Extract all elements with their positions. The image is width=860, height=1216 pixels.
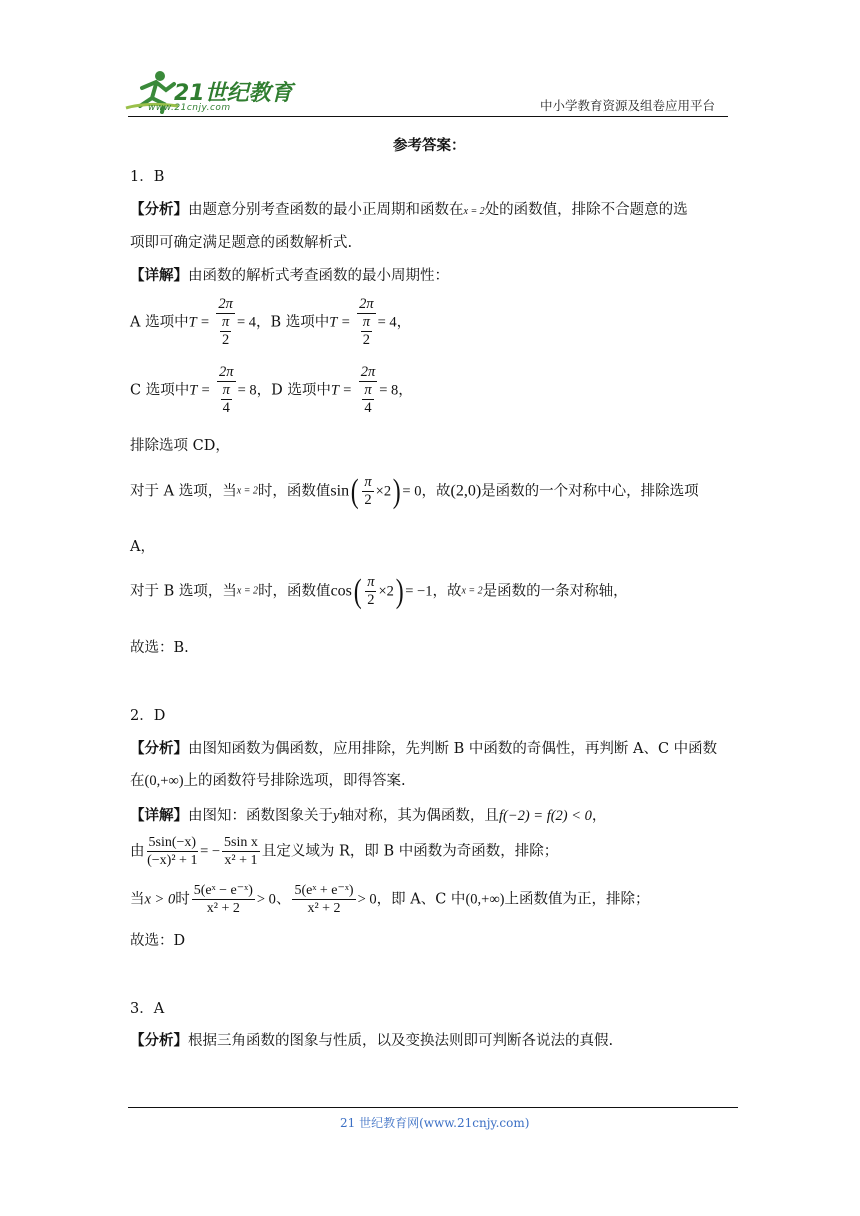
fraction-c: $\frac{2\pi}{\frac{\pi}{4}}$: [219, 364, 234, 416]
q2-detail-line2: 由 $\frac{5\sin(-x)}{\text{(−x)² + 1}}$ = − $\frac{\text{5sin x}}{\text{x² + 1}}$ 且定义域为 R，即 B 中函数为奇函数，排除；: [130, 835, 559, 868]
q1-for-a-cont: A，: [130, 539, 155, 555]
q1-number: 1．B: [130, 169, 165, 185]
q2-analysis-line1: 【分析】由图知函数为偶函数，应用排除，先判断 B 中函数的奇偶性，再判断 A、C 中函数: [130, 740, 718, 757]
q3-number: 3．A: [130, 1001, 165, 1017]
footer-rule: [128, 1107, 738, 1108]
page-title: 参考答案：: [393, 137, 466, 154]
q1-exclude-cd: 排除选项 CD，: [130, 438, 230, 454]
q1-analysis-line1: 【分析】由题意分别考查函数的最小正周期和函数在x = 2处的函数值，排除不合题意的选: [130, 201, 688, 218]
header-platform: 中小学教育资源及组卷应用平台: [540, 98, 716, 113]
q1-detail-line1: 【详解】由函数的解析式考查函数的最小周期性：: [130, 267, 449, 284]
q2-number: 2．D: [130, 708, 166, 724]
q2-detail-line1: 【详解】由图知：函数图象关于y轴对称，其为偶函数，且f(−2) = f(2) < 0，: [130, 807, 607, 824]
header-rule: [128, 116, 728, 117]
logo-url: www.21cnjy.com: [148, 103, 231, 113]
q3-analysis-line1: 【分析】根据三角函数的图象与性质，以及变换法则即可判断各说法的真假.: [130, 1032, 614, 1049]
fraction-b: $\frac{2\pi}{\frac{\pi}{2}}$: [359, 296, 374, 348]
logo-text: 21世纪教育: [174, 81, 293, 106]
fraction-d: $\frac{2\pi}{\frac{\pi}{4}}$: [360, 364, 376, 416]
q2-analysis-line2: 在(0,+∞)上的函数符号排除选项，即得答案.: [130, 773, 406, 789]
q1-analysis-line2: 项即可确定满足题意的函数解析式.: [130, 235, 353, 251]
q2-detail-line3: 当x > 0时 $\frac{\text{5(eˣ − e⁻ˣ)}}{\text{x² + 2}}$ > 0、 $\frac{\text{5(eˣ + e⁻ˣ)}}{\text{x² + 2}}$ > 0，即 A、C 中(0,+∞)上函数值为正，排除；: [130, 883, 650, 916]
q1-for-b: 对于 B 选项，当x = 2时，函数值cos( $\frac{\pi}{2}$ ×2) = −1，故x = 2是函数的一条对称轴，: [130, 572, 628, 610]
q2-choose: 故选：D: [130, 933, 186, 949]
logo: [122, 66, 292, 116]
q1-for-a: 对于 A 选项，当x = 2时，函数值sin( $\frac{\pi}{2}$ ×2) = 0，故(2,0)是函数的一个对称中心，排除选项: [130, 472, 699, 510]
q1-options-ab: A 选项中T = $\frac{2\pi}{\frac{\pi}{2}}$ = 4，B 选项中T = $\frac{2\pi}{\frac{\pi}{2}}$ = 4，: [130, 296, 412, 348]
footer-text[interactable]: 21 世纪教育网(www.21cnjy.com): [340, 1116, 530, 1130]
q1-options-cd: C 选项中T = $\frac{2\pi}{\frac{\pi}{4}}$ = 8，D 选项中T = $\frac{2\pi}{\frac{\pi}{4}}$ = 8，: [130, 364, 413, 416]
fraction-a: $\frac{2\pi}{\frac{\pi}{2}}$: [218, 296, 233, 348]
q1-choose: 故选：B.: [130, 640, 189, 656]
